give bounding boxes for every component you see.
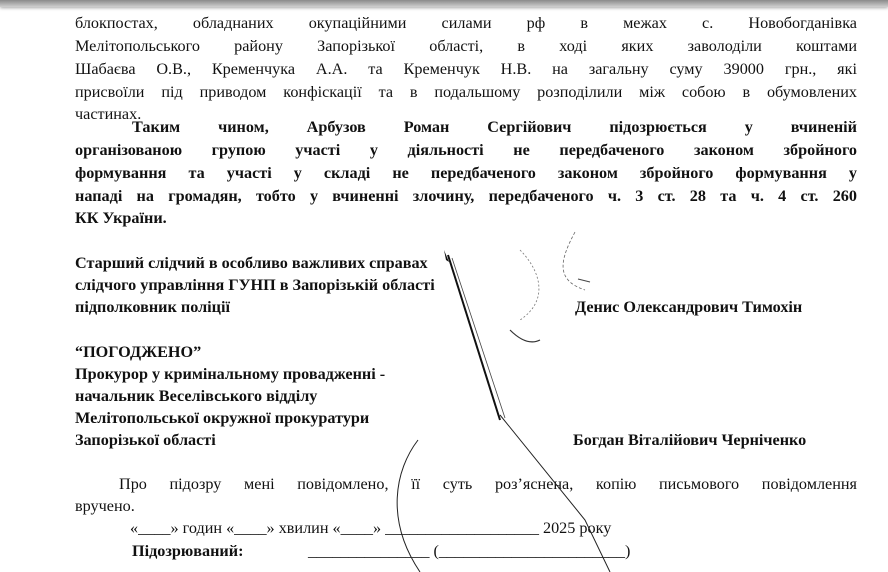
suspect-label: Підозрюваний: bbox=[132, 542, 244, 560]
investigator-name: Денис Олександрович Тимохін bbox=[575, 298, 803, 316]
investigator-title-line: Старший слідчий в особливо важливих справах bbox=[75, 254, 428, 272]
prosecutor-name: Богдан Віталійович Черніченко bbox=[573, 431, 807, 449]
investigator-title-line: слідчого управління ГУНП в Запорізькій області bbox=[75, 276, 435, 294]
page-top-edge bbox=[0, 0, 888, 7]
prosecutor-title-line: Запорізької області bbox=[75, 431, 216, 449]
text-line: частинах. bbox=[75, 105, 142, 123]
text-line: Таким чином, Арбузов Роман Сергійович підозрюється у вчиненій bbox=[132, 118, 857, 136]
text-line: Шабаєва О.В., Кременчука А.А. та Кременчук Н.В. на загальну суму 39000 грн., які bbox=[75, 60, 857, 78]
text-line: нападі на громадян, тобто у вчиненні злочину, передбаченого ч. 3 ст. 28 та ч. 4 ст. 260 bbox=[75, 187, 857, 205]
text-line: присвоїли під приводом конфіскації та в подальшому розподілили між собою в обумовлених bbox=[75, 83, 857, 101]
text-line: формування та участі у складі не передбаченого законом збройного формування у bbox=[75, 164, 857, 182]
prosecutor-title-line: Мелітопольської окружної прокуратури bbox=[75, 409, 370, 427]
text-line: КК України. bbox=[75, 209, 167, 227]
suspect-signature-field: _______________ (_______________________) bbox=[308, 542, 631, 560]
date-time-line: «____» годин «____» хвилин «____» ___________________ 2025 року bbox=[130, 519, 612, 537]
investigator-title-line: підполковник поліції bbox=[75, 298, 230, 316]
prosecutor-title-line: Прокурор у кримінальному провадженні - bbox=[75, 365, 386, 383]
text-line: вручено. bbox=[75, 497, 135, 515]
approval-heading: “ПОГОДЖЕНО” bbox=[75, 343, 202, 361]
prosecutor-title-line: начальник Веселівського відділу bbox=[75, 387, 318, 405]
text-line: Про підозру мені повідомлено, її суть роз’яснена, копію письмового повідомлення bbox=[119, 475, 857, 493]
text-line: організованою групою участі у діяльності не передбаченого законом збройного bbox=[75, 141, 857, 159]
text-line: блокпостах, обладнаних окупаційними силами рф в межах с. Новобогданівка bbox=[75, 14, 857, 32]
text-line: Мелітопольського району Запорізької області, в ході яких заволоділи коштами bbox=[75, 37, 857, 55]
